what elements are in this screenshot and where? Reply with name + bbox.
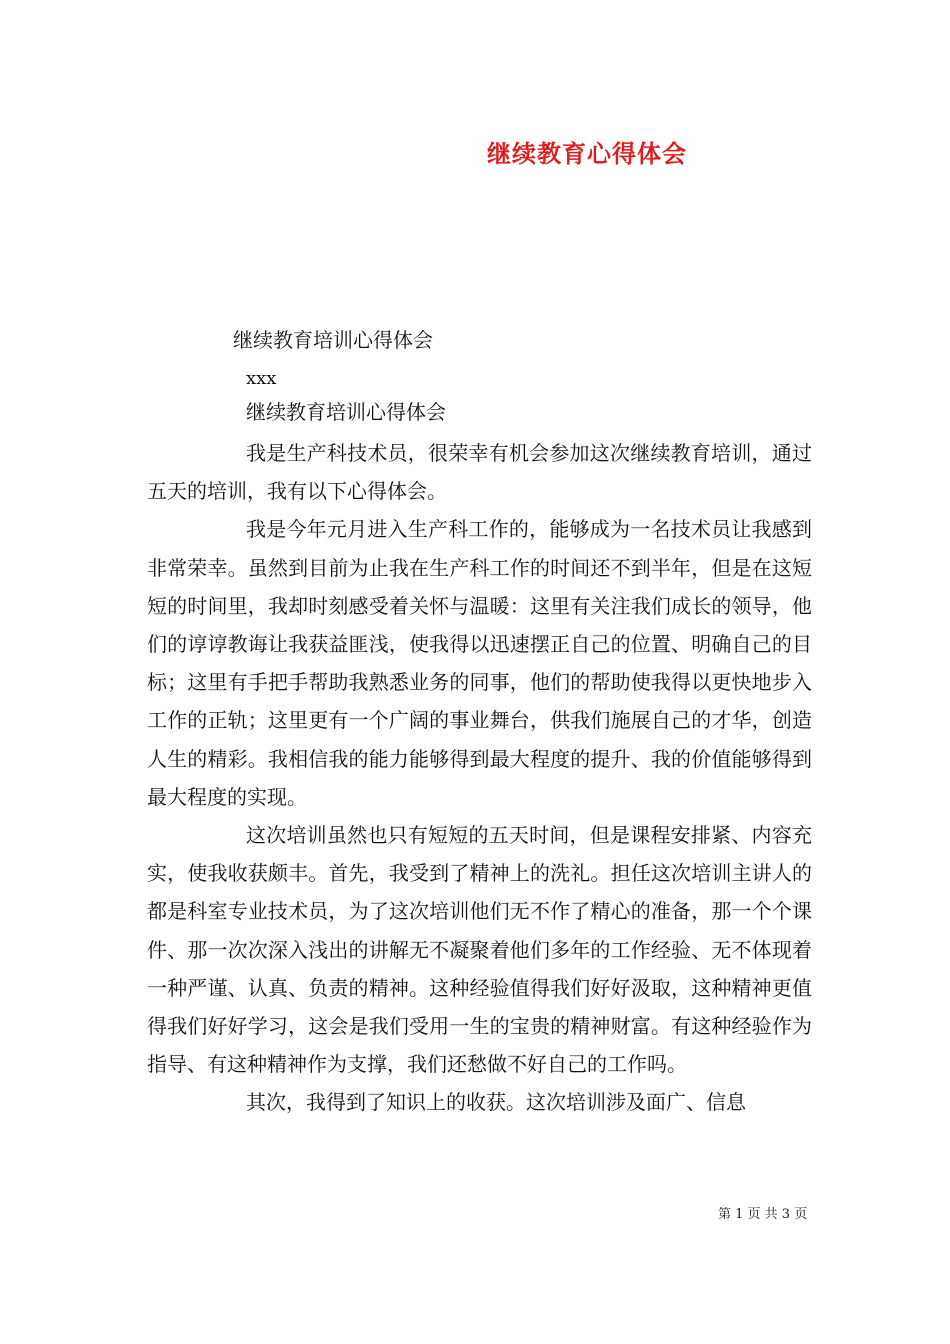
author-name: xxx <box>246 368 277 389</box>
paragraph-4: 其次，我得到了知识上的收获。这次培训涉及面广、信息 <box>246 1090 746 1115</box>
paragraph-3: 这次培训虽然也只有短短的五天时间，但是课程安排紧、内容充实，使我收获颇丰。首先，我受到了精神上的洗礼。担任这次培训主讲人的都是科室专业技术员，为了这次培训他们无不作了精心的准备，那一个个课件、那一次次深入浅出的讲解无不凝聚着他们多年的工作经验、无不体现着一种严谨、认真、负责的精神。这种经验值得我们好好汲取，这种精神更值得我们好好学习，这会是我们受用一生的宝贵的精神财富。有这种经验作为指导、有这种精神作为支撑，我们还愁做不好自己的工作吗。 <box>147 823 812 1077</box>
paragraph-1: 我是生产科技术员，很荣幸有机会参加这次继续教育培训，通过五天的培训，我有以下心得体会。 <box>147 441 812 504</box>
page-number-footer: 第 1 页 共 3 页 <box>718 1207 808 1222</box>
document-subtitle: 继续教育培训心得体会 <box>233 328 433 352</box>
paragraph-2: 我是今年元月进入生产科工作的，能够成为一名技术员让我感到非常荣幸。虽然到目前为止我在生产科工作的时间还不到半年，但是在这短短的时间里，我却时刻感受着关怀与温暖：这里有关注我们成长的领导，他们的谆谆教诲让我获益匪浅，使我得以迅速摆正自己的位置、明确自己的目标；这里有手把手帮助我熟悉业务的同事，他们的帮助使我得以更快地步入工作的正轨；这里更有一个广阔的事业舞台，供我们施展自己的才华，创造人生的精彩。我相信我的能力能够得到最大程度的提升、我的价值能够得到最大程度的实现。 <box>147 517 812 809</box>
section-heading: 继续教育培训心得体会 <box>246 400 446 424</box>
document-title: 继续教育心得体会 <box>487 140 687 168</box>
document-body <box>147 434 812 1122</box>
